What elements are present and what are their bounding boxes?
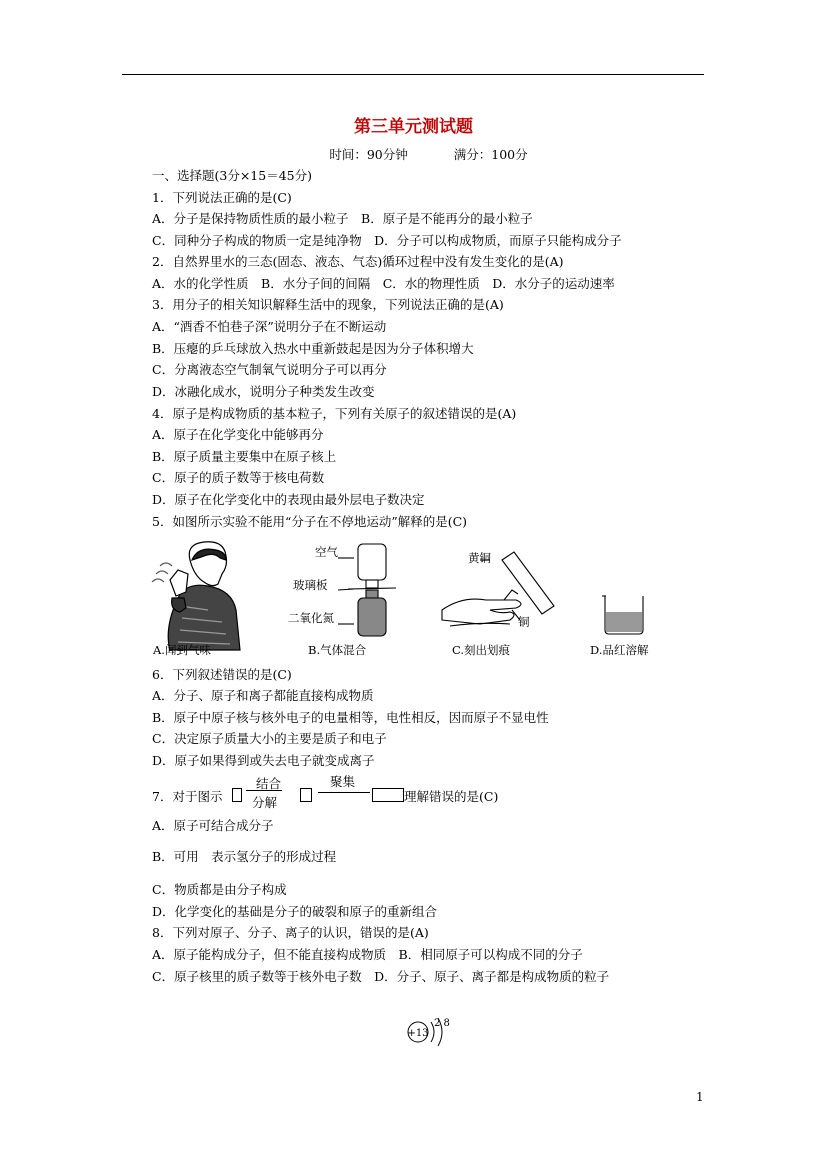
question-line: 6．下列叙述错误的是(C): [152, 667, 292, 682]
option-line: A．“酒香不怕巷子深”说明分子在不断运动: [152, 319, 387, 334]
exam-info: [0, 145, 827, 163]
option-line: A．原子能构成分子，但不能直接构成物质 B．相同原子可以构成不同的分子: [152, 947, 583, 962]
caption-c: C.刻出划痕: [452, 643, 511, 657]
label-copper: 铜: [518, 615, 530, 629]
option-line: A．原子可结合成分子: [152, 818, 274, 833]
caption-a: A.闻到气味: [153, 643, 211, 657]
substance-box-icon: [372, 788, 404, 802]
question-line: 5．如图所示实验不能用“分子在不停地运动”解释的是(C): [152, 514, 468, 529]
question-line: 2．自然界里水的三态(固态、液态、气态)循环过程中没有发生变化的是(A): [152, 254, 564, 269]
electron-shells: 2 8: [434, 1018, 450, 1029]
right-arrow-icon: [318, 792, 370, 793]
option-line: C．同种分子构成的物质一定是纯净物 D．分子可以构成物质，而原子只能构成分子: [152, 233, 622, 248]
header-rule: [122, 74, 704, 75]
page-title: 第三单元测试题: [354, 117, 473, 137]
question-line: 3．用分子的相关知识解释生活中的现象，下列说法正确的是(A): [152, 297, 504, 312]
boy-smelling-illustration: [152, 542, 240, 650]
q7-decompose-label: 分解: [252, 795, 278, 810]
question-line: 4．原子是构成物质的基本粒子，下列有关原子的叙述错误的是(A): [152, 406, 517, 421]
label-air: 空气: [315, 545, 338, 559]
gas-bottles-icon: [338, 544, 396, 636]
option-line: A．分子、原子和离子都能直接构成物质: [152, 688, 374, 703]
page-number: 1: [696, 1090, 704, 1104]
caption-b: B.气体混合: [308, 643, 367, 657]
option-line: C．分离液态空气制氧气说明分子可以再分: [152, 362, 387, 377]
option-line: B．原子中原子核与核外电子的电量相等，电性相反，因而原子不显电性: [152, 710, 549, 725]
question-line: 8．下列对原子、分子、离子的认识，错误的是(A): [152, 925, 429, 940]
label-brass: 黄铜: [468, 551, 491, 565]
experiment-figure: [150, 540, 680, 662]
nucleus-charge: +13: [407, 1028, 429, 1039]
option-line: C．原子核里的质子数等于核外电子数 D．分子、原子、离子都是构成物质的粒子: [152, 969, 610, 984]
molecule-box-icon: [300, 788, 312, 802]
atom-structure-diagram: [400, 1012, 460, 1052]
option-line: A．水的化学性质 B．水分子间的间隔 C．水的物理性质 D．水分子的运动速率: [152, 276, 615, 291]
label-no2: 二氧化氮: [288, 611, 334, 625]
beaker-icon: [602, 596, 643, 634]
q7-gather-label: 聚集: [330, 774, 356, 789]
option-line: B．原子质量主要集中在原子核上: [152, 449, 337, 464]
q7-combine-label: 结合: [256, 776, 282, 791]
option-line: A．分子是保持物质性质的最小粒子 B．原子是不能再分的最小粒子: [152, 211, 533, 226]
option-line: A．原子在化学变化中能够再分: [152, 427, 324, 442]
time-label: 时间：90分钟: [329, 147, 408, 162]
option-line: C．决定原子质量大小的主要是质子和电子: [152, 731, 387, 746]
atom-structure-icon: [400, 1012, 460, 1052]
option-line: B．压瘪的乒乓球放入热水中重新鼓起是因为分子体积增大: [152, 341, 474, 356]
option-line: D．原子如果得到或失去电子就变成离子: [152, 753, 375, 768]
option-line: D．冰融化成水，说明分子种类发生改变: [152, 384, 375, 399]
option-line: D．原子在化学变化中的表现由最外层电子数决定: [152, 492, 425, 507]
reversible-arrow-icon: [246, 790, 282, 791]
atom-box-icon: [232, 788, 242, 802]
option-line: C．原子的质子数等于核电荷数: [152, 470, 325, 485]
option-line: D．化学变化的基础是分子的破裂和原子的重新组合: [152, 904, 438, 919]
option-line: C．物质都是由分子构成: [152, 882, 287, 897]
section-heading: 一、选择题(3分×15＝45分): [152, 168, 312, 183]
question-line: 1．下列说法正确的是(C): [152, 190, 292, 205]
label-glass: 玻璃板: [293, 578, 328, 592]
scratch-test-icon: [442, 552, 554, 626]
option-line: B．可用 表示氢分子的形成过程: [152, 849, 337, 864]
score-label: 满分：100分: [453, 147, 528, 162]
q7-suffix: 理解错误的是(C): [404, 789, 499, 804]
caption-d: D.品红溶解: [590, 643, 649, 657]
q7-prefix: 7．对于图示: [152, 789, 223, 804]
question-7-diagram: [152, 772, 672, 812]
